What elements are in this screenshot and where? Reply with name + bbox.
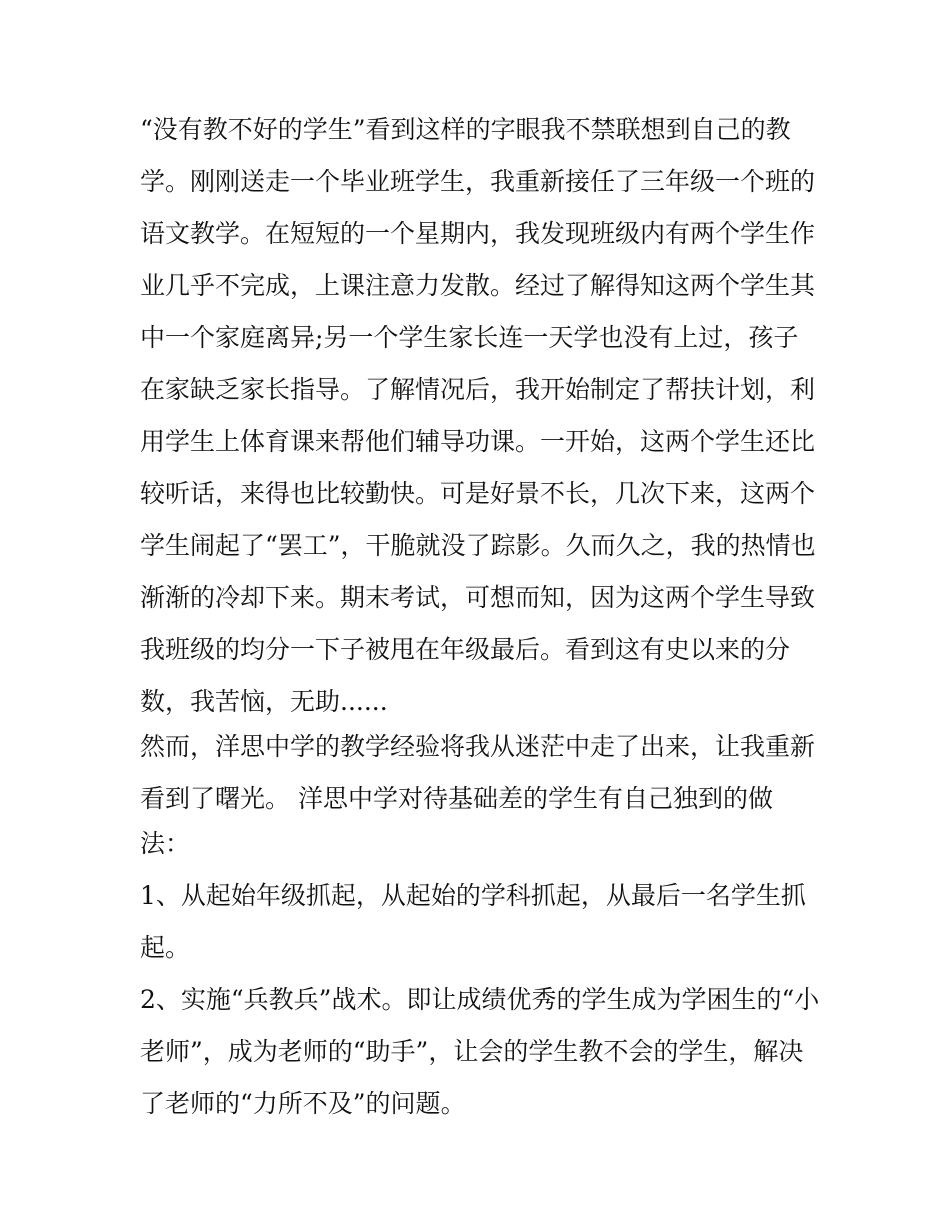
text-line: 法： [140, 829, 191, 858]
text-line: 1、从起始年级抓起，从起始的学科抓起，从最后一名学生抓 [140, 881, 806, 910]
text-line: 老师”，成为老师的“助手”，让会的学生教不会的学生，解决 [140, 1037, 804, 1066]
text-line: 我班级的均分一下子被甩在年级最后。看到这有史以来的分 [140, 635, 791, 664]
text-line: 学。刚刚送走一个毕业班学生，我重新接任了三年级一个班的 [140, 167, 816, 196]
text-line: 了老师的“力所不及”的问题。 [140, 1089, 466, 1118]
text-line: 中一个家庭离异;另一个学生家长连一天学也没有上过，孩子 [140, 323, 799, 352]
text-line: 数，我苦恼，无助...... [140, 687, 388, 716]
text-line: 学生闹起了“罢工”，干脆就没了踪影。久而久之，我的热情也 [140, 531, 816, 560]
text-line: 2、实施“兵教兵”战术。即让成绩优秀的学生成为学困生的“小 [140, 985, 820, 1014]
text-line: 用学生上体育课来帮他们辅导功课。一开始，这两个学生还比 [140, 427, 816, 456]
document-body [140, 108, 820, 1125]
text-line: 然而，洋思中学的教学经验将我从迷茫中走了出来，让我重新 [140, 732, 816, 761]
text-line: 起。 [140, 933, 191, 962]
text-line: 较听话，来得也比较勤快。可是好景不长，几次下来，这两个 [140, 479, 816, 508]
text-line: 业几乎不完成，上课注意力发散。经过了解得知这两个学生其 [140, 271, 816, 300]
text-line: “没有教不好的学生”看到这样的字眼我不禁联想到自己的教 [140, 115, 791, 144]
text-line: 渐渐的冷却下来。期末考试，可想而知，因为这两个学生导致 [140, 583, 816, 612]
text-line: 看到了曙光。 洋思中学对待基础差的学生有自己独到的做 [140, 784, 773, 813]
text-line: 在家缺乏家长指导。了解情况后，我开始制定了帮扶计划，利 [140, 375, 816, 404]
text-line: 语文教学。在短短的一个星期内，我发现班级内有两个学生作 [140, 219, 816, 248]
